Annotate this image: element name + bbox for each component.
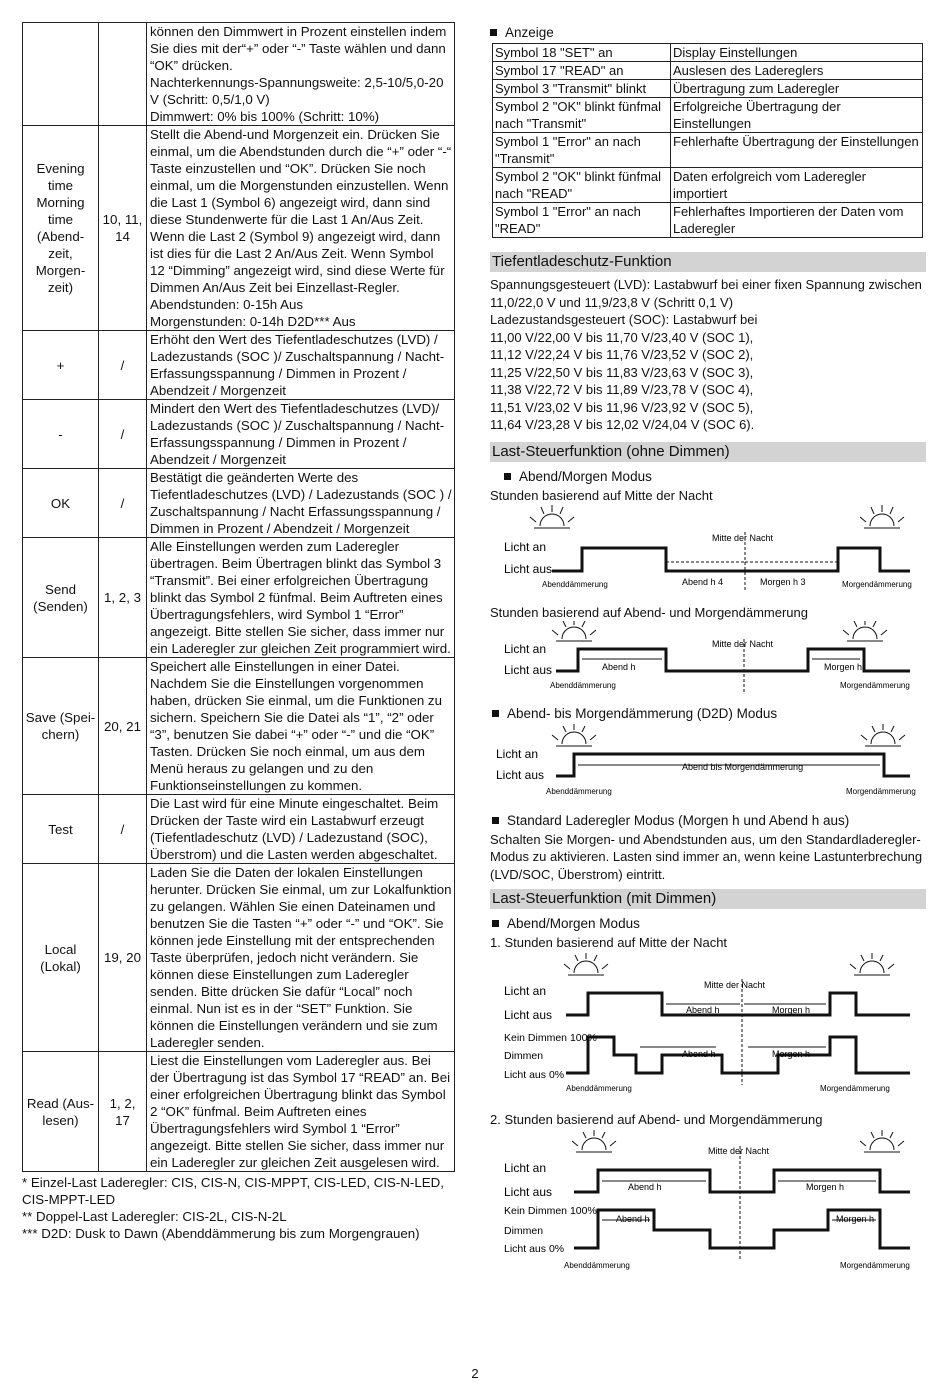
function-row — [23, 469, 455, 538]
function-name: - — [23, 400, 99, 469]
bullet-square-icon — [492, 710, 499, 717]
diagram-label: Mitte der Nacht — [704, 980, 766, 990]
footnote: * Einzel-Last Laderegler: CIS, CIS-N, CIS-MPPT, CIS-LED, CIS-N-LED, CIS-MPPT-LED — [22, 1175, 444, 1207]
sub-heading: 1. Stunden basierend auf Mitte der Nacht — [490, 935, 728, 950]
bullet-square-icon — [504, 473, 511, 480]
tiefentlade-text: Spannungsgesteuert (LVD): Lastabwurf bei einer fixen Spannung zwischen 11,0/22,0 V und 11,9/23,8 V (Schritt 0,1 V) Ladezustandsgesteuert (SOC): Lastabwurf bei 11,00 V/22,00 V bis 11,70 V/23,40 V (SOC 1), 11,12 V/22,24 V bis 11,76 V/23,52 V (SOC 2), 11,25 V/22,50 V bis 11,83 V/23,63 V (SOC 3), 11,38 V/22,72 V bis 11,89 V/23,78 V (SOC 4), 11,51 V/23,02 V bis 11,96 V/23,92 V (SOC 5), 11,64 V/23,28 V bis 12,02 V/24,04 V (SOC 6). — [490, 277, 922, 432]
indicator-meaning: Display Einstellungen — [671, 44, 923, 62]
function-description: Alle Einstellungen werden zum Laderegler übertragen. Beim Übertragen blinkt das Symbol 3 “Transmit”. Bei einer erfolgreichen Übertragung blinkt das Symbol 2 fünfmal. Beim Auftreten eines Übertragungsfehlers, wird Symbol 1 “Error” angezeigt. Bitte stellen Sie sicher, dass immer nur ein Laderegler zur gleichen Zeit programmiert wird. — [147, 538, 455, 658]
anzeige-table — [492, 43, 923, 238]
diagram-label: Licht aus 0% — [504, 1069, 565, 1081]
function-description: Stellt die Abend-und Morgenzeit ein. Drücken Sie einmal, um die Abendstunden durch die “+” oder “-“ Taste einzustellen und “OK”. Drücken Sie noch einmal, um die Morgenstunden einzustellen. Wenn die Last 1 (Symbol 6) angezeigt wird, dann sind diese Stundenwerte für die Last 1 An/Aus Zeit. Wenn die Last 2 (Symbol 9) angezeigt wird, dann ist dies für die Last 2 An/Aus Zeit. Wenn Symbol 12 “Dimming” angezeigt wird, sind diese Werte für Dimmen An/Aus Zeit bei Einzellast-Regler. Abendstunden: 0-15h Aus Morgenstunden: 0-14h D2D*** Aus — [147, 126, 455, 331]
diagram-label: Morgen h — [824, 661, 863, 672]
function-row — [23, 400, 455, 469]
section-title: Last-Steuerfunktion (mit Dimmen) — [490, 889, 926, 909]
mode-heading: Standard Laderegler Modus (Morgen h und Abend h aus) — [492, 812, 926, 829]
symbol-numbers: / — [99, 400, 147, 469]
diagram-label: Licht an — [504, 984, 547, 998]
indicator-meaning: Erfolgreiche Übertragung der Einstellungen — [671, 98, 923, 133]
diagram-label: Licht an — [504, 1161, 547, 1175]
sun-icon — [861, 724, 905, 746]
symbol-numbers: / — [99, 795, 147, 864]
diagram-label: Mitte der Nacht — [712, 638, 774, 649]
indicator-meaning: Übertragung zum Laderegler — [671, 80, 923, 98]
diagram-label: Morgendämmerung — [820, 1084, 890, 1093]
function-row — [23, 23, 455, 126]
function-description: Die Last wird für eine Minute eingeschaltet. Beim Drücken der Taste wird ein Lastabwurf erzeugt (Tiefentladeschutz (LVD) / Ladezustand (SOC), Überstrom) und die Lasten werden abgeschaltet. — [147, 795, 455, 864]
symbol-numbers: 20, 21 — [99, 658, 147, 795]
diagram-label: Mitte der Nacht — [712, 532, 774, 543]
function-description: Mindert den Wert des Tiefentladeschutzes (LVD)/ Ladezustands (SOC )/ Zuschaltspannung / Nacht-Erfassungsspannung / Dimmen in Prozent / Abendzeit / Morgenzeit — [147, 400, 455, 469]
indicator-row — [493, 98, 923, 133]
diagram-label: Licht aus — [504, 561, 553, 576]
function-table — [22, 22, 455, 1172]
sun-icon — [843, 621, 887, 641]
indicator-row — [493, 62, 923, 80]
diagram-label: Abenddämmerung — [546, 786, 612, 796]
symbol-numbers: / — [99, 331, 147, 400]
sun-icon — [530, 505, 574, 528]
diagram-label: Morgendämmerung — [842, 579, 912, 589]
diagram-label: Abenddämmerung — [542, 579, 608, 589]
sub-heading: 2. Stunden basierend auf Abend- und Morgendämmerung — [490, 1112, 823, 1127]
function-row — [23, 331, 455, 400]
diagram-label: Morgen h — [806, 1182, 845, 1192]
indicator-symbol: Symbol 1 "Error" an nach "Transmit" — [493, 133, 671, 168]
indicator-symbol: Symbol 2 "OK" blinkt fünfmal nach "Transmit" — [493, 98, 671, 133]
function-description: Erhöht den Wert des Tiefentladeschutzes (LVD) / Ladezustands (SOC )/ Zuschaltspannung / Nacht-Erfassungsspannung / Dimmen in Prozent / Abendzeit / Morgenzeit — [147, 331, 455, 400]
function-row — [23, 864, 455, 1052]
diagram-label: Abend h — [616, 1214, 650, 1224]
symbol-numbers: 1, 2, 17 — [99, 1052, 147, 1172]
function-description: können den Dimmwert in Prozent einstellen indem Sie dies mit der“+” oder “-” Taste wählen und dann “OK” drücken. Nachterkennungs-Spannungsweite: 2,5-10/5,0-20 V (Schritt: 0,5/1,0 V) Dimmwert: 0% bis 100% (Schritt: 10%) — [147, 23, 455, 126]
diagram-label: Mitte der Nacht — [708, 1146, 770, 1156]
diagram-label: Kein Dimmen 100% — [504, 1205, 597, 1217]
function-row — [23, 658, 455, 795]
sun-icon — [572, 1130, 616, 1152]
function-name: Evening time Morning time (Abend-zeit, Morgen-zeit) — [23, 126, 99, 331]
diagram-label: Abend bis Morgendämmerung — [682, 761, 804, 772]
function-row — [23, 126, 455, 331]
function-description: Speichert alle Einstellungen in einer Datei. Nachdem Sie die Einstellungen vorgenommen haben, drücken Sie einmal, um die Funktionen zu sichern. Speichern Sie die Datei als “1”, “2” oder “3”, benutzen Sie dabei “+” oder “-” und die “OK” Tasten. Drücken Sie noch einmal, um aus dem Menü heraus zu gelangen und zu den Funktionseinstellungen zu kommen. — [147, 658, 455, 795]
sun-icon — [552, 724, 596, 746]
function-name: Read (Aus-lesen) — [23, 1052, 99, 1172]
diagram-label: Dimmen — [504, 1050, 544, 1062]
bullet-square-icon — [492, 920, 499, 927]
diagram-label: Licht aus 0% — [504, 1243, 565, 1255]
diagram-label: Abend h 4 — [682, 576, 724, 587]
diagram-label: Morgen h — [772, 1049, 811, 1059]
bullet-square-icon — [490, 29, 497, 36]
diagram-label: Licht an — [504, 539, 547, 554]
sun-icon — [860, 1130, 904, 1152]
footnotes — [22, 1174, 455, 1242]
diagram-label: Abend h — [628, 1182, 662, 1192]
diagram-label: Licht an — [504, 641, 547, 656]
indicator-row — [493, 203, 923, 238]
function-name — [23, 23, 99, 126]
diagram-label: Morgen h — [836, 1214, 875, 1224]
diagram-label: Morgendämmerung — [846, 786, 916, 796]
right-column — [490, 22, 926, 1282]
diagram-label: Morgendämmerung — [840, 680, 910, 690]
function-description: Liest die Einstellungen vom Laderegler aus. Bei der Übertragung ist das Symbol 17 “READ” an. Bei einer erfolgreichen Übertragung blinkt das Symbol 2 “OK” fünfmal. Beim Auftreten eines Übertragungsfehlers wird Symbol 1 “Error” angezeigt. Bitte stellen Sie sicher, dass immer nur ein Laderegler zur gleichen Zeit ausgelesen wird. — [147, 1052, 455, 1172]
timing-diagram-d2d — [490, 724, 926, 802]
symbol-numbers: 10, 11, 14 — [99, 126, 147, 331]
diagram-label: Licht aus — [496, 767, 545, 782]
footnote: ** Doppel-Last Laderegler: CIS-2L, CIS-N-2L — [22, 1209, 287, 1224]
diagram-label: Abend h — [686, 1005, 720, 1015]
indicator-symbol: Symbol 3 "Transmit" blinkt — [493, 80, 671, 98]
indicator-meaning: Daten erfolgreich vom Laderegler importiert — [671, 168, 923, 203]
diagram-label: Licht an — [496, 746, 539, 761]
function-name: + — [23, 331, 99, 400]
page-number: 2 — [471, 1366, 479, 1381]
diagram-label: Licht aus — [504, 1185, 553, 1199]
indicator-symbol: Symbol 17 "READ" an — [493, 62, 671, 80]
diagram-label: Morgendämmerung — [840, 1261, 910, 1270]
sun-icon — [564, 953, 608, 975]
left-column — [22, 22, 455, 1242]
symbol-numbers: 19, 20 — [99, 864, 147, 1052]
diagram-label: Dimmen — [504, 1225, 544, 1237]
sun-icon — [860, 505, 904, 528]
function-row — [23, 795, 455, 864]
indicator-symbol: Symbol 18 "SET" an — [493, 44, 671, 62]
function-description: Laden Sie die Daten der lokalen Einstellungen herunter. Drücken Sie einmal, um zur Lokalfunktion zu gelangen. Wählen Sie einen Dateinamen und benutzen Sie die Tasten “+” oder “-” und “OK”. Sie können jede Einstellung mit der entsprechenden Taste überprüfen, jedoch nicht verändern. Sie können diese Einstellungen zum Laderegler senden. Bitte drücken Sie dafür “Local” noch einmal. Nun ist es in der “SET” Funktion. Sie können die Einstellungen verändern und sie zum Laderegler senden. — [147, 864, 455, 1052]
sub-heading: Stunden basierend auf Mitte der Nacht — [490, 487, 713, 503]
indicator-symbol: Symbol 1 "Error" an nach "READ" — [493, 203, 671, 238]
indicator-meaning: Fehlerhaftes Importieren der Daten vom Laderegler — [671, 203, 923, 238]
section-title: Last-Steuerfunktion (ohne Dimmen) — [490, 442, 926, 462]
bullet-square-icon — [492, 817, 499, 824]
footnote: *** D2D: Dusk to Dawn (Abenddämmerung bis zum Morgengrauen) — [22, 1226, 420, 1241]
indicator-meaning: Auslesen des Ladereglers — [671, 62, 923, 80]
diagram-label: Abend h — [682, 1049, 716, 1059]
indicator-meaning: Fehlerhafte Übertragung der Einstellungen — [671, 133, 923, 168]
diagram-label: Morgen h 3 — [760, 576, 806, 587]
function-row — [23, 1052, 455, 1172]
diagram-label: Abenddämmerung — [564, 1261, 630, 1270]
diagram-label: Abenddämmerung — [566, 1084, 632, 1093]
timing-diagram-dimming-dusk-dawn — [490, 1128, 926, 1278]
section-title: Tiefentladeschutz-Funktion — [490, 252, 926, 272]
anzeige-heading: Anzeige — [490, 24, 926, 41]
indicator-symbol: Symbol 2 "OK" blinkt fünfmal nach "READ" — [493, 168, 671, 203]
diagram-label: Licht aus — [504, 662, 553, 677]
sun-icon — [850, 953, 894, 975]
indicator-row — [493, 168, 923, 203]
diagram-label: Kein Dimmen 100% — [504, 1032, 597, 1044]
function-name: Save (Spei-chern) — [23, 658, 99, 795]
indicator-row — [493, 44, 923, 62]
indicator-row — [493, 80, 923, 98]
function-name: OK — [23, 469, 99, 538]
timing-diagram-midnight — [490, 504, 926, 596]
symbol-numbers: / — [99, 469, 147, 538]
mode3-text: Schalten Sie Morgen- und Abendstunden aus, um den Standardladeregler-Modus zu aktivieren. Lasten sind immer an, wenn keine Lastunterbrechung (LVD/SOC, Überstrom) eintritt. — [490, 831, 923, 882]
diagram-label: Abenddämmerung — [550, 680, 616, 690]
timing-diagram-dusk-dawn — [490, 621, 926, 699]
symbol-numbers — [99, 23, 147, 126]
diagram-label: Morgen h — [772, 1005, 811, 1015]
function-name: Send (Senden) — [23, 538, 99, 658]
diagram-label: Licht aus — [504, 1008, 553, 1022]
mode-heading: Abend- bis Morgendämmerung (D2D) Modus — [492, 705, 926, 722]
function-name: Test — [23, 795, 99, 864]
timing-diagram-dimming-midnight — [490, 951, 926, 1101]
mode-heading: Abend/Morgen Modus — [492, 915, 926, 932]
sub-heading: Stunden basierend auf Abend- und Morgendämmerung — [490, 604, 808, 620]
function-description: Bestätigt die geänderten Werte des Tiefentladeschutzes (LVD) / Ladezustands (SOC ) / Zuschaltspannung / Nacht Erfassungsspannung / Dimmen in Prozent / Abendzeit / Morgenzeit — [147, 469, 455, 538]
diagram-label: Abend h — [602, 661, 636, 672]
indicator-row — [493, 133, 923, 168]
function-row — [23, 538, 455, 658]
mode-heading: Abend/Morgen Modus — [504, 468, 926, 485]
function-name: Local (Lokal) — [23, 864, 99, 1052]
symbol-numbers: 1, 2, 3 — [99, 538, 147, 658]
sun-icon — [552, 621, 596, 641]
